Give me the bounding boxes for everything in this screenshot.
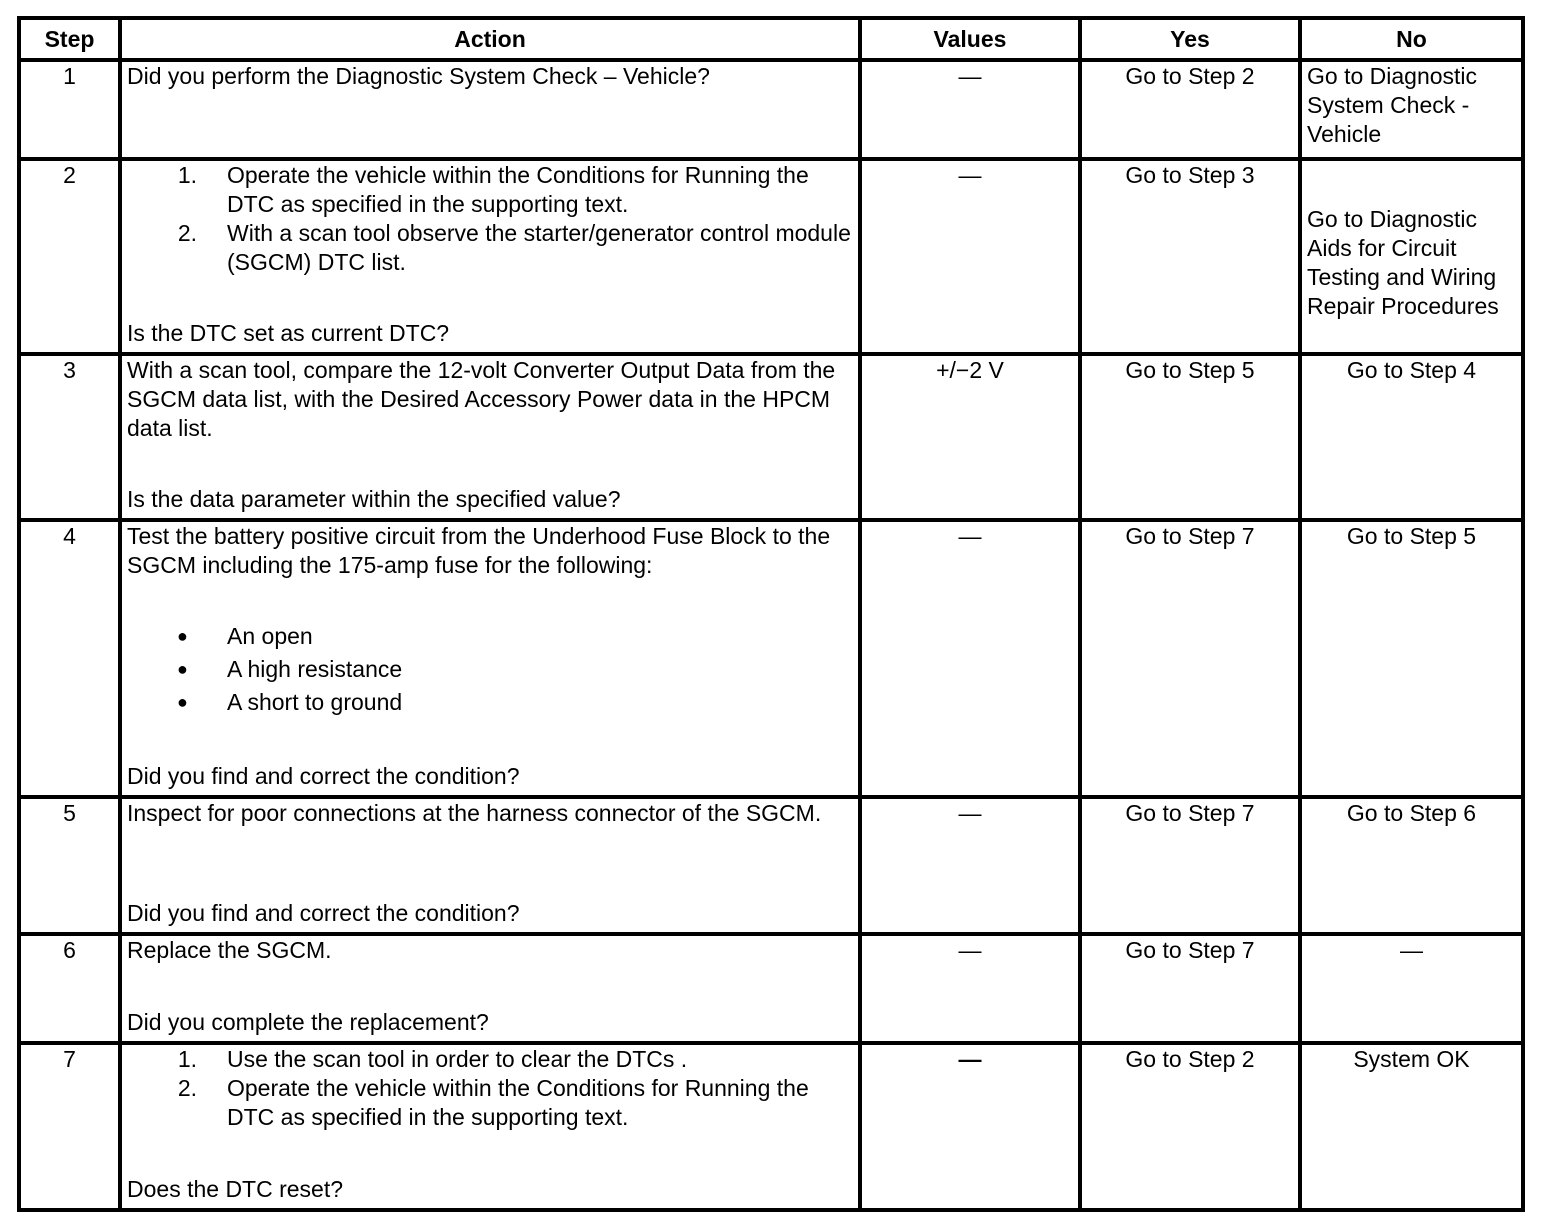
yes-cell: Go to Step 3	[1080, 159, 1300, 354]
list-item: 1. Use the scan tool in order to clear the DTCs .	[177, 1046, 688, 1072]
no-cell: Go to Step 6	[1300, 797, 1523, 934]
header-yes: Yes	[1080, 18, 1300, 60]
list-item: 2. Operate the vehicle within the Conditions for Running the DTC as specified in the supporting text.	[177, 1075, 809, 1130]
yes-cell: Go to Step 7	[1080, 934, 1300, 1043]
no-cell: —	[1300, 934, 1523, 1043]
header-no: No	[1300, 18, 1523, 60]
table-row	[19, 354, 1523, 520]
step-number: 4	[19, 520, 120, 797]
values-cell: —	[860, 60, 1080, 159]
question-text: Did you complete the replacement?	[127, 1009, 489, 1035]
header-values: Values	[860, 18, 1080, 60]
no-cell: Go to Diagnostic Aids for Circuit Testing and Wiring Repair Procedures	[1300, 159, 1523, 354]
values-cell: +/−2 V	[860, 354, 1080, 520]
yes-cell: Go to Step 2	[1080, 1043, 1300, 1210]
question-text: Does the DTC reset?	[127, 1176, 344, 1202]
bullet-icon: ●	[177, 626, 188, 646]
action-text: Test the battery positive circuit from the Underhood Fuse Block to the SGCM including the 175-amp fuse for the following:	[127, 523, 831, 578]
question-text: Is the data parameter within the specified value?	[127, 486, 621, 512]
step-number: 7	[19, 1043, 120, 1210]
no-cell: System OK	[1300, 1043, 1523, 1210]
action-text: Inspect for poor connections at the harness connector of the SGCM.	[127, 800, 822, 826]
no-cell: Go to Diagnostic System Check - Vehicle	[1300, 60, 1523, 159]
action-text: With a scan tool, compare the 12-volt Converter Output Data from the SGCM data list, with the Desired Accessory Power data in the HPCM data list.	[127, 357, 836, 441]
table-row	[19, 159, 1523, 354]
list-item: ● A high resistance	[127, 653, 853, 686]
numbered-list	[127, 161, 853, 277]
action-cell	[120, 159, 860, 354]
diagnostic-table	[17, 16, 1525, 1212]
action-cell	[120, 60, 860, 159]
values-cell: —	[860, 797, 1080, 934]
no-cell: Go to Step 4	[1300, 354, 1523, 520]
yes-cell: Go to Step 7	[1080, 797, 1300, 934]
action-cell	[120, 520, 860, 797]
list-item: 2. With a scan tool observe the starter/generator control module (SGCM) DTC list.	[177, 220, 851, 275]
question-text: Did you find and correct the condition?	[127, 900, 520, 926]
table-row	[19, 520, 1523, 797]
bullet-icon: ●	[177, 659, 188, 679]
values-cell: —	[860, 159, 1080, 354]
yes-cell: Go to Step 2	[1080, 60, 1300, 159]
list-item: ● A short to ground	[127, 686, 853, 719]
action-cell	[120, 797, 860, 934]
table-row	[19, 60, 1523, 159]
values-cell: —	[860, 1043, 1080, 1210]
bullet-icon: ●	[177, 692, 188, 712]
action-cell	[120, 354, 860, 520]
values-cell: —	[860, 520, 1080, 797]
step-number: 2	[19, 159, 120, 354]
step-number: 6	[19, 934, 120, 1043]
list-item: 1. Operate the vehicle within the Conditions for Running the DTC as specified in the supporting text.	[177, 162, 809, 217]
step-number: 1	[19, 60, 120, 159]
yes-cell: Go to Step 5	[1080, 354, 1300, 520]
no-cell: Go to Step 5	[1300, 520, 1523, 797]
action-cell	[120, 1043, 860, 1210]
table-row	[19, 934, 1523, 1043]
yes-cell: Go to Step 7	[1080, 520, 1300, 797]
values-cell: —	[860, 934, 1080, 1043]
header-step: Step	[19, 18, 120, 60]
bullet-list	[127, 620, 853, 719]
header-action: Action	[120, 18, 860, 60]
numbered-list	[127, 1045, 853, 1132]
step-number: 5	[19, 797, 120, 934]
action-cell	[120, 934, 860, 1043]
question-text: Did you find and correct the condition?	[127, 763, 520, 789]
action-text: Replace the SGCM.	[127, 937, 332, 963]
table-row	[19, 1043, 1523, 1210]
question-text: Is the DTC set as current DTC?	[127, 320, 450, 346]
step-number: 3	[19, 354, 120, 520]
header-row	[19, 18, 1523, 60]
action-text: Did you perform the Diagnostic System Check – Vehicle?	[127, 63, 710, 89]
table-row	[19, 797, 1523, 934]
list-item: ● An open	[127, 620, 853, 653]
